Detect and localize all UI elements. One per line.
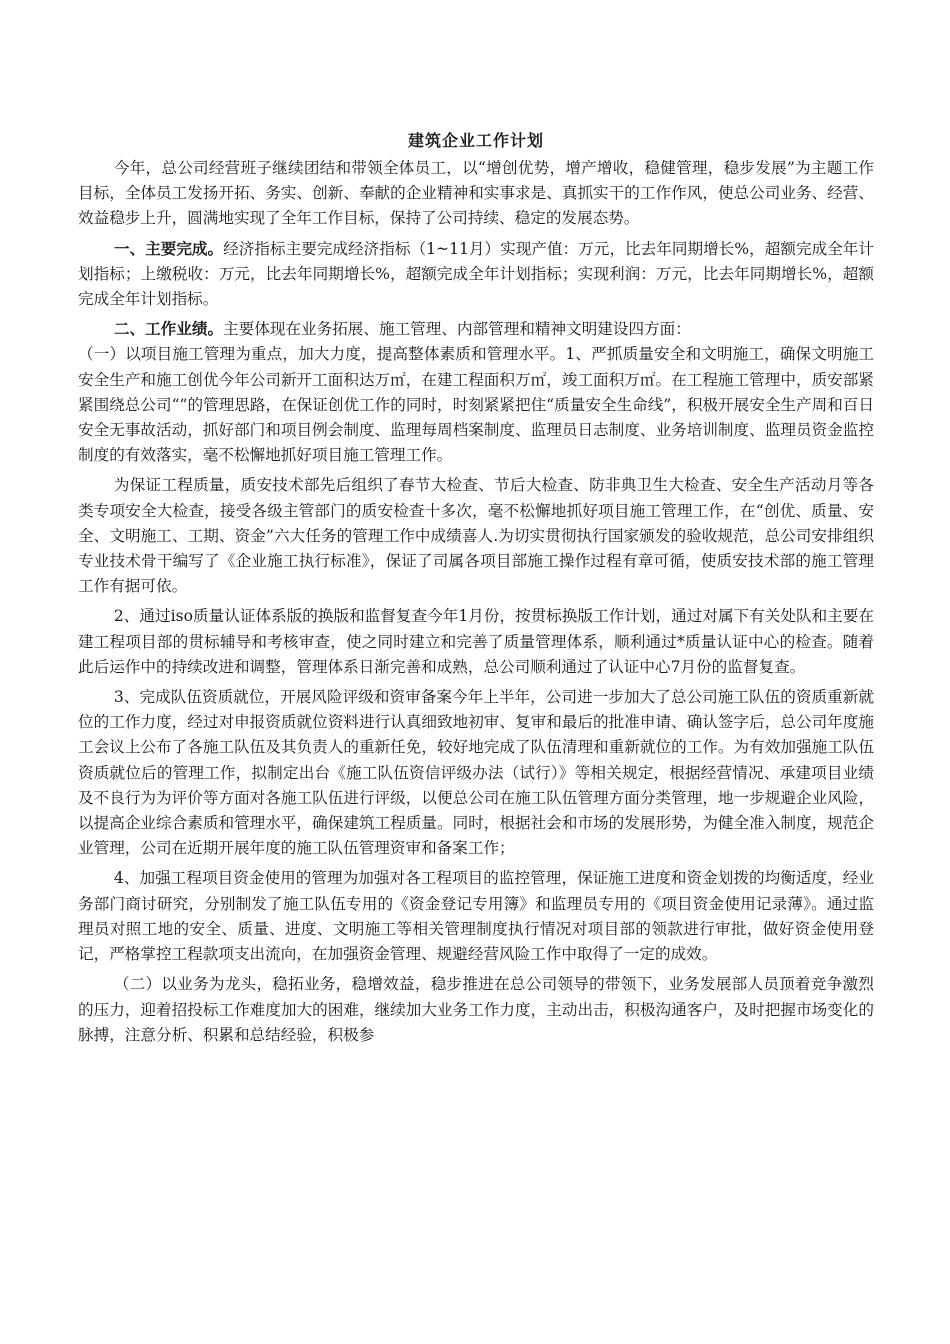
section-heading-main-completion: 一、主要完成。 — [113, 239, 224, 258]
paragraph-work-results — [78, 317, 874, 342]
paragraph-intro: 今年，总公司经营班子继续团结和带领全体员工，以“增创优势，增产增收，稳健管理，稳步发展”为主题工作目标，全体员工发扬开拓、务实、创新、奉献的企业精神和实事求是、真抓实干的工作作风，使总公司业务、经营、效益稳步上升，圆满地实现了全年工作目标，保持了公司持续、稳定的发展态势。 — [78, 159, 874, 228]
paragraph-business-development: （二）以业务为龙头，稳拓业务，稳增效益，稳步推进在总公司领导的带领下，业务发展部人员顶着竞争激烈的压力，迎着招投标工作难度加大的困难，继续加大业务工作力度，主动出击，积极沟通客户，及时把握市场变化的脉搏，注意分析、积累和总结经验，积极参 — [78, 975, 874, 1044]
paragraph-fund-management: 4、加强工程项目资金使用的管理为加强对各工程项目的监控管理，保证施工进度和资金划拨的均衡适度，经业务部门商讨研究，分别制发了施工队伍专用的《资金登记专用簿》和监理员专用的《项目资金使用记录薄》。通过监理员对照工地的安全、质量、进度、文明施工等相关管理制度执行情况对项目部的领款进行审批，做好资金使用登记，严格掌控工程款项支出流向，在加强资金管理、规避经营风险工作中取得了一定的成效。 — [78, 869, 874, 964]
document-page — [78, 128, 874, 1048]
section-heading-work-results: 二、工作业绩。 — [113, 320, 224, 339]
paragraph-construction-management: （一）以项目施工管理为重点，加大力度，提高整体素质和管理水平。1、严抓质量安全和文明施工，确保文明施工安全生产和施工创优今年公司新开工面积达万㎡，在建工程面积万㎡，竣工面积万㎡。在工程施工管理中，质安部紧紧围绕总公司“”的管理思路，在保证创优工作的同时，时刻紧紧把住“质量安全生命线”，积极开展安全生产周和百日安全无事故活动，抓好部门和项目例会制度、监理每周档案制度、监理员日志制度、业务培训制度、监理员资金监控制度的有效落实，毫不松懈地抓好项目施工管理工作。 — [78, 345, 874, 465]
paragraph-main-completion-body: 经济指标主要完成经济指标（1~11月）实现产值：万元，比去年同期增长%，超额完成全年计划指标；上缴税收：万元，比去年同期增长%，超额完成全年计划指标；实现利润：万元，比去年同期增长%，超额完成全年计划指标。 — [78, 239, 874, 309]
document-title: 建筑企业工作计划 — [407, 131, 544, 150]
paragraph-iso-certification: 2、通过iso质量认证体系版的换版和监督复查今年1月份，按贯标换版工作计划，通过对属下有关处队和主要在建工程项目部的贯标辅导和考核审查，使之同时建立和完善了质量管理体系，顺利通过*质量认证中心的检查。随着此后运作中的持续改进和调整，管理体系日渐完善和成熟，总公司顺利通过了认证中心7月份的监督复查。 — [78, 607, 874, 676]
paragraph-team-qualification: 3、完成队伍资质就位，开展风险评级和资审备案今年上半年，公司进一步加大了总公司施工队伍的资质重新就位的工作力度，经过对申报资质就位资料进行认真细致地初审、复审和最后的批准申请、确认签字后，总公司年度施工会议上公布了各施工队伍及其负责人的重新任免，较好地完成了队伍清理和重新就位的工作。为有效加强施工队伍资质就位后的管理工作，拟制定出台《施工队伍资信评级办法（试行）》等相关规定，根据经营情况、承建项目业绩及不良行为为评价等方面对各施工队伍进行评级，以便总公司在施工队伍管理方面分类管理，地一步规避企业风险，以提高企业综合素质和管理水平，确保建筑工程质量。同时，根据社会和市场的发展形势，为健全准入制度，规范企业管理，公司在近期开展年度的施工队伍管理资审和备案工作； — [78, 688, 874, 858]
paragraph-quality-assurance: 为保证工程质量，质安技术部先后组织了春节大检查、节后大检查、防非典卫生大检查、安全生产活动月等各类专项安全大检查，接受各级主管部门的质安检查十多次，毫不松懈地抓好项目施工管理工作，在“创优、质量、安全、文明施工、工期、资金”六大任务的管理工作中成绩喜人.为切实贯彻执行国家颁发的验收规范，总公司安排组织专业技术骨干编写了《企业施工执行标准》，保证了司属各项目部施工操作过程有章可循，使质安技术部的施工管理工作有据可依。 — [78, 476, 874, 596]
paragraph-work-results-body: 主要体现在业务拓展、施工管理、内部管理和精神文明建设四方面： — [223, 320, 691, 339]
paragraph-main-completion — [78, 237, 874, 313]
